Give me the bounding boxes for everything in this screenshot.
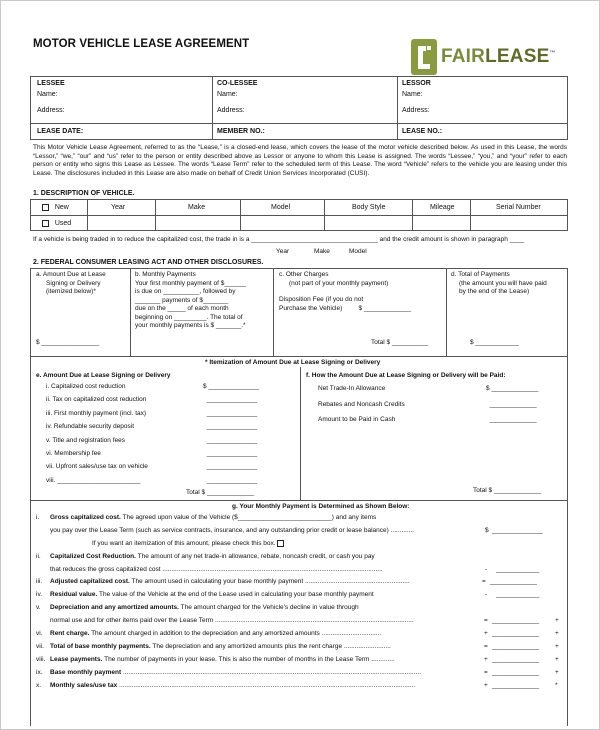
box-b-asterisk: .* (241, 322, 246, 329)
g-line-13-amt: + (555, 668, 559, 676)
f-total-label: Total $ (473, 487, 493, 494)
box-b-beginning-on: beginning on (135, 313, 173, 321)
e-item-8-label: viii. (46, 476, 56, 484)
new-option[interactable] (42, 203, 69, 212)
g-line-6-text: The amount used in calculating your base monthly payment (131, 578, 304, 586)
col-body-style: Body Style (352, 204, 386, 211)
box-b-total-of: . The total of (206, 313, 243, 321)
e-item-3: iii. First monthly payment (incl. tax) (46, 409, 147, 417)
box-c-dollar: $ (358, 304, 363, 312)
g-line-10-bold: Rent charge. (50, 630, 90, 638)
g-line-5-op: - (485, 565, 488, 573)
box-c-purchase: Purchase the Vehicle) (279, 304, 343, 312)
g-line-1-num: i. (36, 514, 40, 521)
section-f-title: f. How the Amount Due at Lease Signing or Delivery will be Paid: (306, 372, 506, 379)
g-line-10-op: + (484, 630, 488, 638)
logo-brand-a: FAIR (441, 46, 486, 67)
g-line-12-bold: Lease payments. (50, 655, 103, 663)
section-f-amounts[interactable]: $ _____________ _____________ _____________ (486, 385, 539, 423)
box-c-total-label: Total $ (371, 339, 391, 346)
logo-brand-b: LEASE (485, 46, 550, 67)
g-line-1-text: The agreed upon value of the Vehicle ($ (122, 514, 238, 521)
g-line-14-bold: Monthly sales/use tax (50, 681, 118, 689)
trade-in-text: If a vehicle is being traded in to reduce the capitalized cost, the trade in is a ___________________________________ and the credit amount is shown in paragraph ____ (33, 236, 525, 243)
box-a-amount[interactable]: $ ________________ (36, 339, 100, 346)
logo-trademark: ™ (549, 50, 556, 57)
fairlease-logo (411, 39, 556, 75)
box-b-followed-by: , followed by (199, 288, 236, 295)
g-line-9-text: normal use and for other items paid over the Lease Term (50, 617, 214, 625)
col-year: Year (111, 204, 126, 211)
section-e-title: e. Amount Due at Lease Signing or Delivery (36, 372, 171, 379)
g-line-6-op: = (482, 578, 486, 586)
box-d-line-1: d. Total of Payments (451, 271, 510, 278)
section-1-heading: 1. DESCRIPTION OF VEHICLE. (33, 190, 135, 197)
box-b-total-payments: your monthly payments is $ (135, 322, 215, 329)
lessee-name-field[interactable]: Name: (37, 91, 58, 98)
box-b-due-on-the: due on the (135, 305, 166, 312)
g-line-7-num: iv. (36, 591, 43, 599)
g-line-4-bold: Capitalized Cost Reduction. (50, 552, 136, 560)
g-line-9-op: = (484, 617, 488, 625)
trade-model-label: Model (349, 248, 367, 255)
used-option[interactable] (42, 219, 71, 228)
g-line-14-op: + (484, 681, 488, 689)
member-no-field[interactable]: MEMBER NO.: (217, 128, 265, 135)
col-serial-number: Serial Number (496, 204, 541, 211)
box-c-line-1: c. Other Charges (279, 271, 329, 278)
lessee-label: LESSEE (37, 80, 65, 87)
box-c-line-2: (not part of your monthly payment) (289, 279, 389, 287)
col-model: Model (271, 204, 291, 211)
box-c-disposition: Disposition Fee (if you do not (279, 296, 364, 303)
used-checkbox[interactable] (42, 220, 49, 227)
lessor-address-field[interactable]: Address: (402, 107, 430, 114)
box-a-line-3: (itemized below)* (46, 288, 96, 295)
e-item-6: vi. Membership fee (46, 449, 101, 457)
g-line-9-amt: + (555, 617, 559, 625)
colessee-address-field[interactable]: Address: (217, 107, 245, 114)
section-g-heading: g. Your Monthly Payment is Determined as Shown Below: (232, 503, 410, 510)
new-label: New (54, 204, 69, 211)
section-e-items (46, 383, 148, 490)
g-line-13-op: = (484, 668, 488, 676)
box-b-line-1: b. Monthly Payments (135, 271, 196, 278)
trade-year-label: Year (276, 248, 290, 255)
g-line-12-op: + (484, 655, 488, 663)
e-item-7: vii. Upfront sales/use tax on vehicle (46, 463, 148, 471)
used-label: Used (54, 220, 72, 227)
f-item-3: Amount to be Paid in Cash (318, 416, 396, 423)
g-line-11-num: vii. (36, 642, 44, 650)
f-item-2: Rebates and Noncash Credits (318, 400, 405, 408)
g-line-12-text: The number of payments in your lease. This is also the number of months in the Lease Term (104, 655, 370, 663)
lease-date-field[interactable]: LEASE DATE: (37, 128, 84, 135)
g-line-11-amt: + (555, 642, 559, 650)
col-make: Make (188, 204, 206, 211)
g-line-4-num: ii. (36, 552, 41, 560)
box-b: b. Monthly Payments Your first monthly payment of $______ is due on __________, followed by _______ payments of $_______ due on the _____ of each month beginning on _________. The total of your monthly payments is $ _______.* (135, 271, 271, 331)
new-checkbox[interactable] (42, 204, 49, 211)
g-line-14-amt: * (555, 681, 558, 689)
g-line-1-text2: ) and any items (331, 514, 377, 521)
g-line-13-bold: Base monthly payment (50, 668, 122, 676)
g-line-12-num: viii. (36, 655, 46, 663)
e-total-label: Total $ (186, 489, 206, 496)
g-line-14-num: x. (36, 681, 42, 689)
g-line-3-text: If you want an itemization of this amount, please check this box. (92, 540, 276, 547)
g-line-11-bold: Total of base monthly payments. (50, 642, 151, 650)
section-f-items (318, 385, 405, 432)
g-line-7-bold: Residual value. (50, 591, 98, 599)
box-c-total[interactable]: Total $ __________ (371, 339, 429, 346)
e-item-2: ii. Tax on capitalized cost reduction (46, 396, 147, 404)
g-line-8-bold: Depreciation and any amortized amounts. (50, 604, 179, 612)
logo-wordmark (441, 46, 556, 68)
box-d-line-2: (the amount you will have paid (459, 279, 547, 287)
g-line-7-text: The value of the Vehicle at the end of the Lease used in calculating your base monthly payment (99, 591, 374, 599)
section-e-amounts[interactable]: $ ______________ ______________ ______________ ______________ ______________ ______________ ______________ ______________ (203, 383, 260, 484)
trade-fill-line[interactable]: ___________________________________ (251, 236, 378, 243)
box-b-first-payment: Your first monthly payment of $ (135, 279, 225, 287)
box-d-amount[interactable]: $ ____________ (470, 339, 519, 346)
lessor-label: LESSOR (402, 80, 431, 87)
itemization-heading: * Itemization of Amount Due at Lease Signing or Delivery (205, 359, 381, 366)
g-line-11-text: The depreciation and any amortized amounts plus the rent charge (152, 642, 343, 650)
fairlease-logo-icon (411, 39, 437, 75)
g-line-8-num: v. (36, 604, 41, 612)
lease-no-field[interactable]: LEASE NO.: (402, 128, 443, 135)
g-line-10-text: The amount charged in addition to the depreciation and any amortized amounts (91, 630, 320, 638)
box-c: c. Other Charges (not part of your monthly payment) Disposition Fee (if you do not Purchase the Vehicle) $ _____________ (279, 271, 443, 313)
box-a-line-2: Signing or Delivery (46, 279, 101, 287)
trade-text-b: and the credit amount is shown in paragraph (379, 236, 508, 243)
g-line-5-text: that reduces the gross capitalized cost (50, 565, 161, 573)
section-e-total[interactable]: Total $ _____________ (186, 489, 254, 496)
e-item-5: v. Title and registration fees (46, 436, 126, 444)
g-line-7-op: - (485, 591, 488, 599)
f-item-1: Net Trade-In Allowance (318, 385, 386, 392)
e-item-4: iv. Refundable security deposit (46, 423, 135, 431)
box-b-due-on: is due on (135, 288, 162, 295)
e-item-8[interactable]: viii. _______________________ (46, 476, 141, 484)
section-2-heading: 2. FEDERAL CONSUMER LEASING ACT AND OTHER DISCLOSURES. (33, 259, 264, 266)
itemization-checkbox[interactable] (277, 540, 284, 547)
g-line-1-bold: Gross capitalized cost. (50, 514, 121, 521)
trade-make-label: Make (314, 248, 330, 255)
g-line-2-text: you pay over the Lease Term (such as service contracts, insurance, and any outstanding prior credit or lease balance) (50, 526, 389, 534)
e-item-1: i. Capitalized cost reduction (46, 383, 126, 390)
box-d-line-3: by the end of the Lease) (459, 288, 530, 295)
colessee-name-field[interactable]: Name: (217, 91, 238, 98)
lessee-address-field[interactable]: Address: (37, 107, 65, 114)
g-line-13-num: ix. (36, 668, 43, 676)
box-d-dollar: $ (470, 339, 474, 346)
g-line-6-bold: Adjusted capitalized cost. (50, 578, 130, 586)
g-line-10-amt: + (555, 630, 559, 638)
g-line-12-amt: + (555, 655, 559, 663)
monthly-lines: i. Gross capitalized cost. The agreed upon value of the Vehicle ($__________________________) and any items you pay over the Lease Term (such as service contracts, insurance, and any outstanding prior credit or lease balance) ............. $ ______________ If you want an itemization of this amount, please check this box. ii. Capitalized Cost Reduction. The amount of any net trade-in allowance, rebate, noncash credit, or cash you pay that reduces the gross capitalized cost .......................................................................................................................... - ____________ iii. Adjusted capitalized cost. The amount used in calculating your base monthly payment .......................................................... = _____________ iv. Residual value. The value of the Vehicle at the end of the Lease used in calculating your base monthly payment - ____________ v. Depreciation and any amortized amounts. The amount charged for the Vehicle's decline in value through normal use and for other items paid over the Lease Term .............................................................................................................. = _____________ + vi. Rent charge. The amount charged in addition to the depreciation and any amortized amounts ................................. + _____________ + vii. Total of base monthly payments. The depreciation and any amortized amounts plus the rent charge .......................... = _____________ + viii. Lease payments. The number of payments in your lease. This is also the number of months in the Lease Term ............. + _____________ + ix. Base monthly payment ..................................................................................................................................................................... = _____________ + x. Monthly sales/use tax .................................................................................................................................................................... + _____________ * (36, 514, 559, 689)
colessee-label: CO-LESSEE (217, 80, 258, 87)
box-a (36, 271, 106, 297)
box-d (451, 271, 566, 297)
section-f-total[interactable]: Total $ _____________ (473, 487, 541, 494)
document-title: MOTOR VEHICLE LEASE AGREEMENT (33, 38, 250, 50)
g-line-2-amt: $ (485, 526, 489, 534)
box-a-line-1: a. Amount Due at Lease (36, 271, 106, 278)
box-b-of-each-month: of each month (187, 305, 229, 312)
g-line-11-op: = (484, 642, 488, 650)
box-b-payments-of: payments of $ (162, 296, 203, 304)
intro-paragraph: This Motor Vehicle Lease Agreement, referred to as the “Lease,” is a closed-end lease, which covers the lease of the motor vehicle described below. As used in this Lease, the words “Lessor,” “we,” “our” and “us” refer to the person or entity described above as Lessor or anyone to whom this Lease is assigned. The words “Lessee,” “you,” and “your” refer to each person or entity who signs this Lease as Lessee. The words “Lease Term” refer to the scheduled term of this Lease. The word “Vehicle” refers to the vehicle you are leasing under this Lease. The disclosures included in this Lease are also made on behalf of Credit Union Services Incorporated (CUSI). (33, 144, 567, 177)
lessor-name-field[interactable]: Name: (402, 91, 423, 98)
g-line-4-text: The amount of any net trade-in allowance, rebate, noncash credit, or cash you pay (137, 552, 375, 560)
g-line-8-text: The amount charged for the Vehicle's decline in value through (180, 604, 359, 612)
g-line-10-num: vi. (36, 630, 43, 638)
parties-table (30, 76, 568, 140)
col-mileage: Mileage (430, 204, 455, 211)
trade-text-a: If a vehicle is being traded in to reduce the capitalized cost, the trade in is a (33, 236, 250, 243)
g-line-6-num: iii. (36, 578, 43, 586)
box-a-dollar: $ (36, 339, 40, 346)
